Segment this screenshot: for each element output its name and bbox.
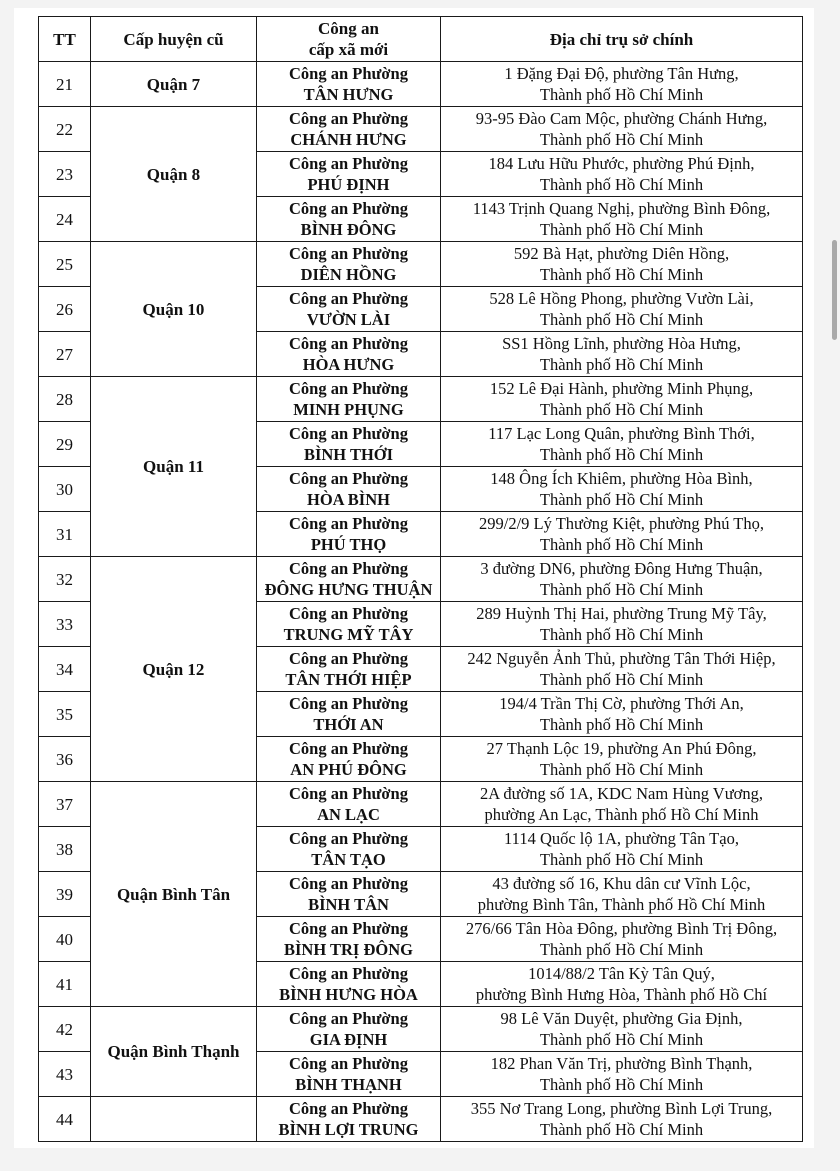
police-unit-cell	[257, 782, 441, 827]
address-cell	[441, 1007, 803, 1052]
table-row	[39, 377, 803, 422]
header-unit-line2: cấp xã mới	[308, 40, 389, 59]
address-line2: Thành phố Hồ Chí Minh	[539, 265, 704, 284]
address-cell	[441, 467, 803, 512]
police-unit-cell	[257, 647, 441, 692]
address-line1: 152 Lê Đại Hành, phường Minh Phụng,	[489, 379, 754, 398]
row-number: 43	[39, 1052, 91, 1097]
row-number: 25	[39, 242, 91, 287]
address-line2: phường Bình Tân, Thành phố Hồ Chí Minh	[477, 895, 766, 914]
address-cell	[441, 737, 803, 782]
header-unit-line1: Công an	[318, 19, 379, 38]
address-line1: 3 đường DN6, phường Đông Hưng Thuận,	[480, 559, 763, 578]
row-number: 29	[39, 422, 91, 467]
police-unit-ward-name: THỚI AN	[313, 715, 384, 734]
address-line2: Thành phố Hồ Chí Minh	[539, 400, 704, 419]
address-cell	[441, 512, 803, 557]
address-line2: Thành phố Hồ Chí Minh	[539, 670, 704, 689]
row-number: 33	[39, 602, 91, 647]
police-unit-ward-name: HÒA HƯNG	[302, 355, 395, 374]
row-number: 40	[39, 917, 91, 962]
row-number: 26	[39, 287, 91, 332]
police-unit-ward-name: AN LẠC	[317, 805, 380, 824]
police-unit-type: Công an Phường	[289, 559, 408, 578]
police-unit-cell	[257, 422, 441, 467]
address-cell	[441, 62, 803, 107]
police-unit-ward-name: BÌNH HƯNG HÒA	[279, 985, 418, 1004]
police-unit-cell	[257, 917, 441, 962]
police-unit-cell	[257, 1007, 441, 1052]
address-cell	[441, 242, 803, 287]
address-cell	[441, 602, 803, 647]
address-line1: 27 Thạnh Lộc 19, phường An Phú Đông,	[486, 739, 757, 758]
police-unit-type: Công an Phường	[289, 154, 408, 173]
row-number: 30	[39, 467, 91, 512]
police-unit-type: Công an Phường	[289, 199, 408, 218]
row-number: 37	[39, 782, 91, 827]
address-line1: 98 Lê Văn Duyệt, phường Gia Định,	[500, 1009, 743, 1028]
header-district: Cấp huyện cũ	[91, 17, 257, 62]
police-unit-ward-name: AN PHÚ ĐÔNG	[290, 760, 407, 779]
police-unit-type: Công an Phường	[289, 244, 408, 263]
address-line1: 289 Huỳnh Thị Hai, phường Trung Mỹ Tây,	[476, 604, 767, 623]
address-line2: Thành phố Hồ Chí Minh	[539, 355, 704, 374]
police-unit-ward-name: TRUNG MỸ TÂY	[283, 625, 414, 644]
police-unit-cell	[257, 107, 441, 152]
police-unit-ward-name: TÂN HƯNG	[303, 85, 394, 104]
header-unit	[257, 17, 441, 62]
police-unit-cell	[257, 467, 441, 512]
address-line2: Thành phố Hồ Chí Minh	[539, 535, 704, 554]
police-unit-type: Công an Phường	[289, 919, 408, 938]
row-number: 28	[39, 377, 91, 422]
old-district: Quận 8	[91, 107, 257, 242]
address-line2: phường Bình Hưng Hòa, Thành phố Hồ Chí	[475, 985, 768, 1004]
police-unit-cell	[257, 737, 441, 782]
address-cell	[441, 287, 803, 332]
address-line2: Thành phố Hồ Chí Minh	[539, 310, 704, 329]
address-cell	[441, 197, 803, 242]
police-unit-type: Công an Phường	[289, 469, 408, 488]
address-line2: Thành phố Hồ Chí Minh	[539, 490, 704, 509]
old-district: Quận Bình Thạnh	[91, 1007, 257, 1097]
row-number: 32	[39, 557, 91, 602]
row-number: 24	[39, 197, 91, 242]
scrollbar[interactable]	[832, 240, 837, 340]
police-unit-ward-name: CHÁNH HƯNG	[290, 130, 407, 149]
address-line1: 299/2/9 Lý Thường Kiệt, phường Phú Thọ,	[479, 514, 764, 533]
police-unit-cell	[257, 602, 441, 647]
address-line1: 1114 Quốc lộ 1A, phường Tân Tạo,	[504, 829, 739, 848]
table-row	[39, 107, 803, 152]
address-cell	[441, 422, 803, 467]
police-unit-cell	[257, 557, 441, 602]
address-line2: Thành phố Hồ Chí Minh	[539, 760, 704, 779]
police-unit-ward-name: BÌNH ĐÔNG	[300, 220, 397, 239]
police-unit-type: Công an Phường	[289, 829, 408, 848]
row-number: 27	[39, 332, 91, 377]
row-number: 22	[39, 107, 91, 152]
police-unit-type: Công an Phường	[289, 874, 408, 893]
row-number: 36	[39, 737, 91, 782]
address-cell	[441, 332, 803, 377]
address-line2: phường An Lạc, Thành phố Hồ Chí Minh	[484, 805, 759, 824]
police-unit-type: Công an Phường	[289, 739, 408, 758]
police-unit-type: Công an Phường	[289, 334, 408, 353]
old-district	[91, 1097, 257, 1142]
police-unit-cell	[257, 1052, 441, 1097]
police-address-table	[38, 16, 803, 1142]
police-unit-ward-name: ĐÔNG HƯNG THUẬN	[264, 580, 433, 599]
police-unit-ward-name: BÌNH TÂN	[308, 895, 389, 914]
police-unit-cell	[257, 152, 441, 197]
address-line2: Thành phố Hồ Chí Minh	[539, 1120, 704, 1139]
police-unit-type: Công an Phường	[289, 64, 408, 83]
police-unit-ward-name: HÒA BÌNH	[307, 490, 390, 509]
old-district: Quận Bình Tân	[91, 782, 257, 1007]
police-unit-cell	[257, 962, 441, 1007]
address-line2: Thành phố Hồ Chí Minh	[539, 220, 704, 239]
police-unit-type: Công an Phường	[289, 694, 408, 713]
row-number: 31	[39, 512, 91, 557]
address-cell	[441, 962, 803, 1007]
table-row	[39, 1097, 803, 1142]
police-unit-cell	[257, 512, 441, 557]
police-unit-cell	[257, 197, 441, 242]
address-line2: Thành phố Hồ Chí Minh	[539, 445, 704, 464]
police-unit-cell	[257, 287, 441, 332]
address-cell	[441, 1052, 803, 1097]
address-cell	[441, 557, 803, 602]
address-line2: Thành phố Hồ Chí Minh	[539, 1030, 704, 1049]
table-row	[39, 1007, 803, 1052]
police-unit-ward-name: TÂN THỚI HIỆP	[285, 670, 412, 689]
address-cell	[441, 692, 803, 737]
row-number: 35	[39, 692, 91, 737]
police-unit-ward-name: GIA ĐỊNH	[309, 1030, 388, 1049]
address-line1: SS1 Hồng Lĩnh, phường Hòa Hưng,	[502, 334, 741, 353]
police-unit-ward-name: VƯỜN LÀI	[306, 310, 391, 329]
table-row	[39, 242, 803, 287]
old-district: Quận 11	[91, 377, 257, 557]
police-unit-cell	[257, 377, 441, 422]
address-line2: Thành phố Hồ Chí Minh	[539, 175, 704, 194]
address-line2: Thành phố Hồ Chí Minh	[539, 85, 704, 104]
row-number: 23	[39, 152, 91, 197]
police-unit-cell	[257, 62, 441, 107]
police-unit-ward-name: BÌNH LỢI TRUNG	[278, 1120, 419, 1139]
row-number: 39	[39, 872, 91, 917]
address-cell	[441, 377, 803, 422]
old-district: Quận 7	[91, 62, 257, 107]
address-line1: 1014/88/2 Tân Kỳ Tân Quý,	[528, 964, 715, 983]
police-unit-type: Công an Phường	[289, 649, 408, 668]
police-unit-type: Công an Phường	[289, 1054, 408, 1073]
police-unit-cell	[257, 827, 441, 872]
address-line1: 182 Phan Văn Trị, phường Bình Thạnh,	[490, 1054, 753, 1073]
old-district: Quận 12	[91, 557, 257, 782]
address-cell	[441, 782, 803, 827]
police-unit-cell	[257, 1097, 441, 1142]
row-number: 21	[39, 62, 91, 107]
police-unit-ward-name: BÌNH THẠNH	[295, 1075, 402, 1094]
table-row	[39, 62, 803, 107]
police-unit-cell	[257, 332, 441, 377]
address-cell	[441, 152, 803, 197]
row-number: 38	[39, 827, 91, 872]
address-cell	[441, 1097, 803, 1142]
address-cell	[441, 647, 803, 692]
address-line2: Thành phố Hồ Chí Minh	[539, 850, 704, 869]
police-unit-type: Công an Phường	[289, 379, 408, 398]
police-unit-type: Công an Phường	[289, 784, 408, 803]
address-line2: Thành phố Hồ Chí Minh	[539, 130, 704, 149]
address-cell	[441, 107, 803, 152]
address-line2: Thành phố Hồ Chí Minh	[539, 1075, 704, 1094]
row-number: 42	[39, 1007, 91, 1052]
police-unit-cell	[257, 872, 441, 917]
police-unit-ward-name: DIÊN HỒNG	[300, 265, 397, 284]
police-unit-type: Công an Phường	[289, 964, 408, 983]
row-number: 34	[39, 647, 91, 692]
address-line1: 117 Lạc Long Quân, phường Bình Thới,	[488, 424, 755, 443]
police-unit-type: Công an Phường	[289, 1009, 408, 1028]
row-number: 41	[39, 962, 91, 1007]
police-unit-ward-name: PHÚ ĐỊNH	[307, 175, 390, 194]
address-line1: 184 Lưu Hữu Phước, phường Phú Định,	[488, 154, 755, 173]
table-row	[39, 782, 803, 827]
address-cell	[441, 917, 803, 962]
police-unit-ward-name: TÂN TẠO	[311, 850, 386, 869]
row-number: 44	[39, 1097, 91, 1142]
address-line1: 93-95 Đào Cam Mộc, phường Chánh Hưng,	[475, 109, 768, 128]
address-line1: 242 Nguyễn Ảnh Thủ, phường Tân Thới Hiệp,	[467, 649, 776, 668]
address-line2: Thành phố Hồ Chí Minh	[539, 940, 704, 959]
address-line1: 1 Đặng Đại Độ, phường Tân Hưng,	[504, 64, 739, 83]
police-unit-type: Công an Phường	[289, 604, 408, 623]
address-line1: 2A đường số 1A, KDC Nam Hùng Vương,	[480, 784, 763, 803]
police-unit-type: Công an Phường	[289, 514, 408, 533]
table-row	[39, 557, 803, 602]
header-address: Địa chỉ trụ sở chính	[441, 17, 803, 62]
address-cell	[441, 872, 803, 917]
header-tt: TT	[39, 17, 91, 62]
table-header-row	[39, 17, 803, 62]
address-line2: Thành phố Hồ Chí Minh	[539, 715, 704, 734]
police-unit-type: Công an Phường	[289, 1099, 408, 1118]
address-line1: 592 Bà Hạt, phường Diên Hồng,	[513, 244, 730, 263]
old-district: Quận 10	[91, 242, 257, 377]
police-unit-ward-name: MINH PHỤNG	[293, 400, 404, 419]
police-unit-type: Công an Phường	[289, 289, 408, 308]
address-line2: Thành phố Hồ Chí Minh	[539, 625, 704, 644]
police-unit-cell	[257, 692, 441, 737]
police-unit-ward-name: BÌNH THỚI	[303, 445, 394, 464]
address-line1: 355 Nơ Trang Long, phường Bình Lợi Trung,	[470, 1099, 773, 1118]
table-body	[39, 62, 803, 1142]
address-line1: 276/66 Tân Hòa Đông, phường Bình Trị Đông,	[465, 919, 778, 938]
address-line2: Thành phố Hồ Chí Minh	[539, 580, 704, 599]
address-cell	[441, 827, 803, 872]
address-line1: 148 Ông Ích Khiêm, phường Hòa Bình,	[490, 469, 753, 488]
police-unit-type: Công an Phường	[289, 109, 408, 128]
address-line1: 1143 Trịnh Quang Nghị, phường Bình Đông,	[472, 199, 771, 218]
address-line1: 528 Lê Hồng Phong, phường Vườn Lài,	[489, 289, 754, 308]
police-unit-ward-name: BÌNH TRỊ ĐÔNG	[284, 940, 413, 959]
address-line1: 194/4 Trần Thị Cờ, phường Thới An,	[499, 694, 744, 713]
police-unit-cell	[257, 242, 441, 287]
police-unit-type: Công an Phường	[289, 424, 408, 443]
address-line1: 43 đường số 16, Khu dân cư Vĩnh Lộc,	[492, 874, 751, 893]
police-unit-ward-name: PHÚ THỌ	[310, 535, 387, 554]
